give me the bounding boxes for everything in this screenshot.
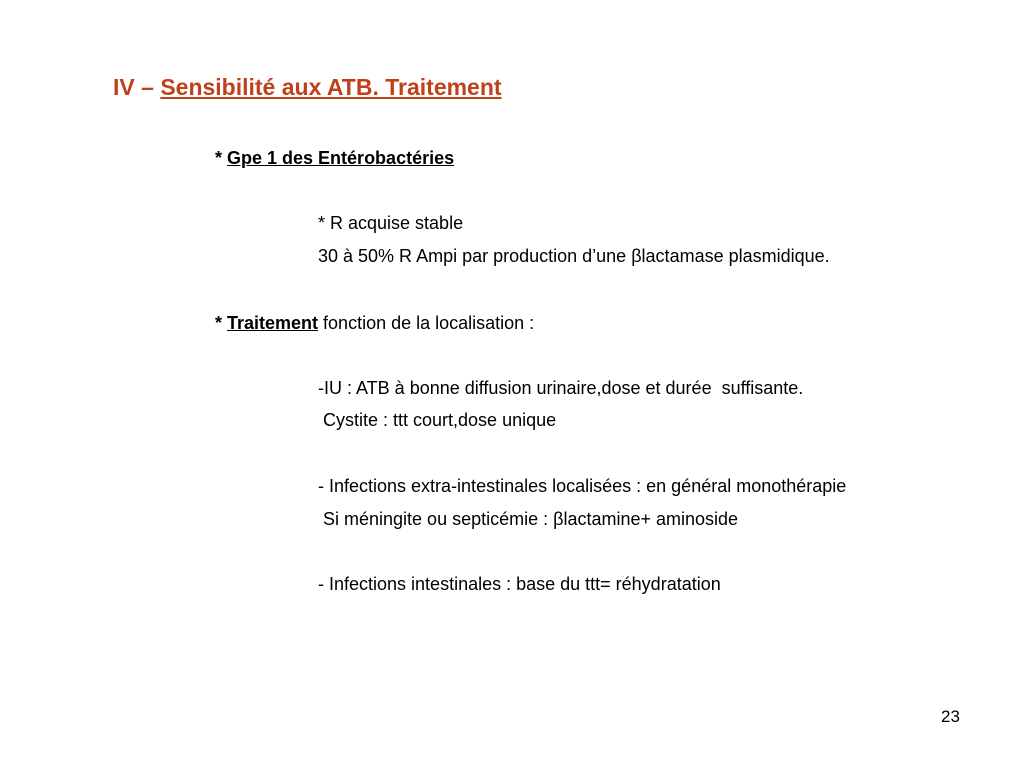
- slide-title: [113, 74, 502, 101]
- section-heading-traitement: [215, 313, 534, 334]
- section-heading-text: Traitement: [227, 313, 319, 333]
- body-line-intestinales: - Infections intestinales : base du ttt= réhydratation: [318, 574, 721, 594]
- body-line-extra-intestinales: - Infections extra-intestinales localisées : en général monothérapie: [318, 476, 847, 496]
- body-line-iu: -IU : ATB à bonne diffusion urinaire,dose et durée suffisante.: [318, 378, 804, 398]
- slide-title-prefix: IV –: [113, 74, 161, 100]
- body-line-meningite: Si méningite ou septicémie : βlactamine+ aminoside: [318, 509, 739, 529]
- section-heading-text: Gpe 1 des Entérobactéries: [227, 148, 455, 168]
- slide-title-underlined: Sensibilité aux ATB. Traitement: [160, 74, 502, 100]
- section-bullet: *: [215, 313, 228, 333]
- body-line-r-acquise: * R acquise stable: [318, 213, 464, 233]
- section-heading-rest: fonction de la localisation :: [318, 313, 535, 333]
- body-line-ampi: 30 à 50% R Ampi par production d’une βlactamase plasmidique.: [318, 246, 830, 266]
- page-number: 23: [941, 707, 960, 726]
- section-heading-gpe1: [215, 148, 454, 169]
- body-line-cystite: Cystite : ttt court,dose unique: [318, 410, 557, 430]
- section-bullet: *: [215, 148, 228, 168]
